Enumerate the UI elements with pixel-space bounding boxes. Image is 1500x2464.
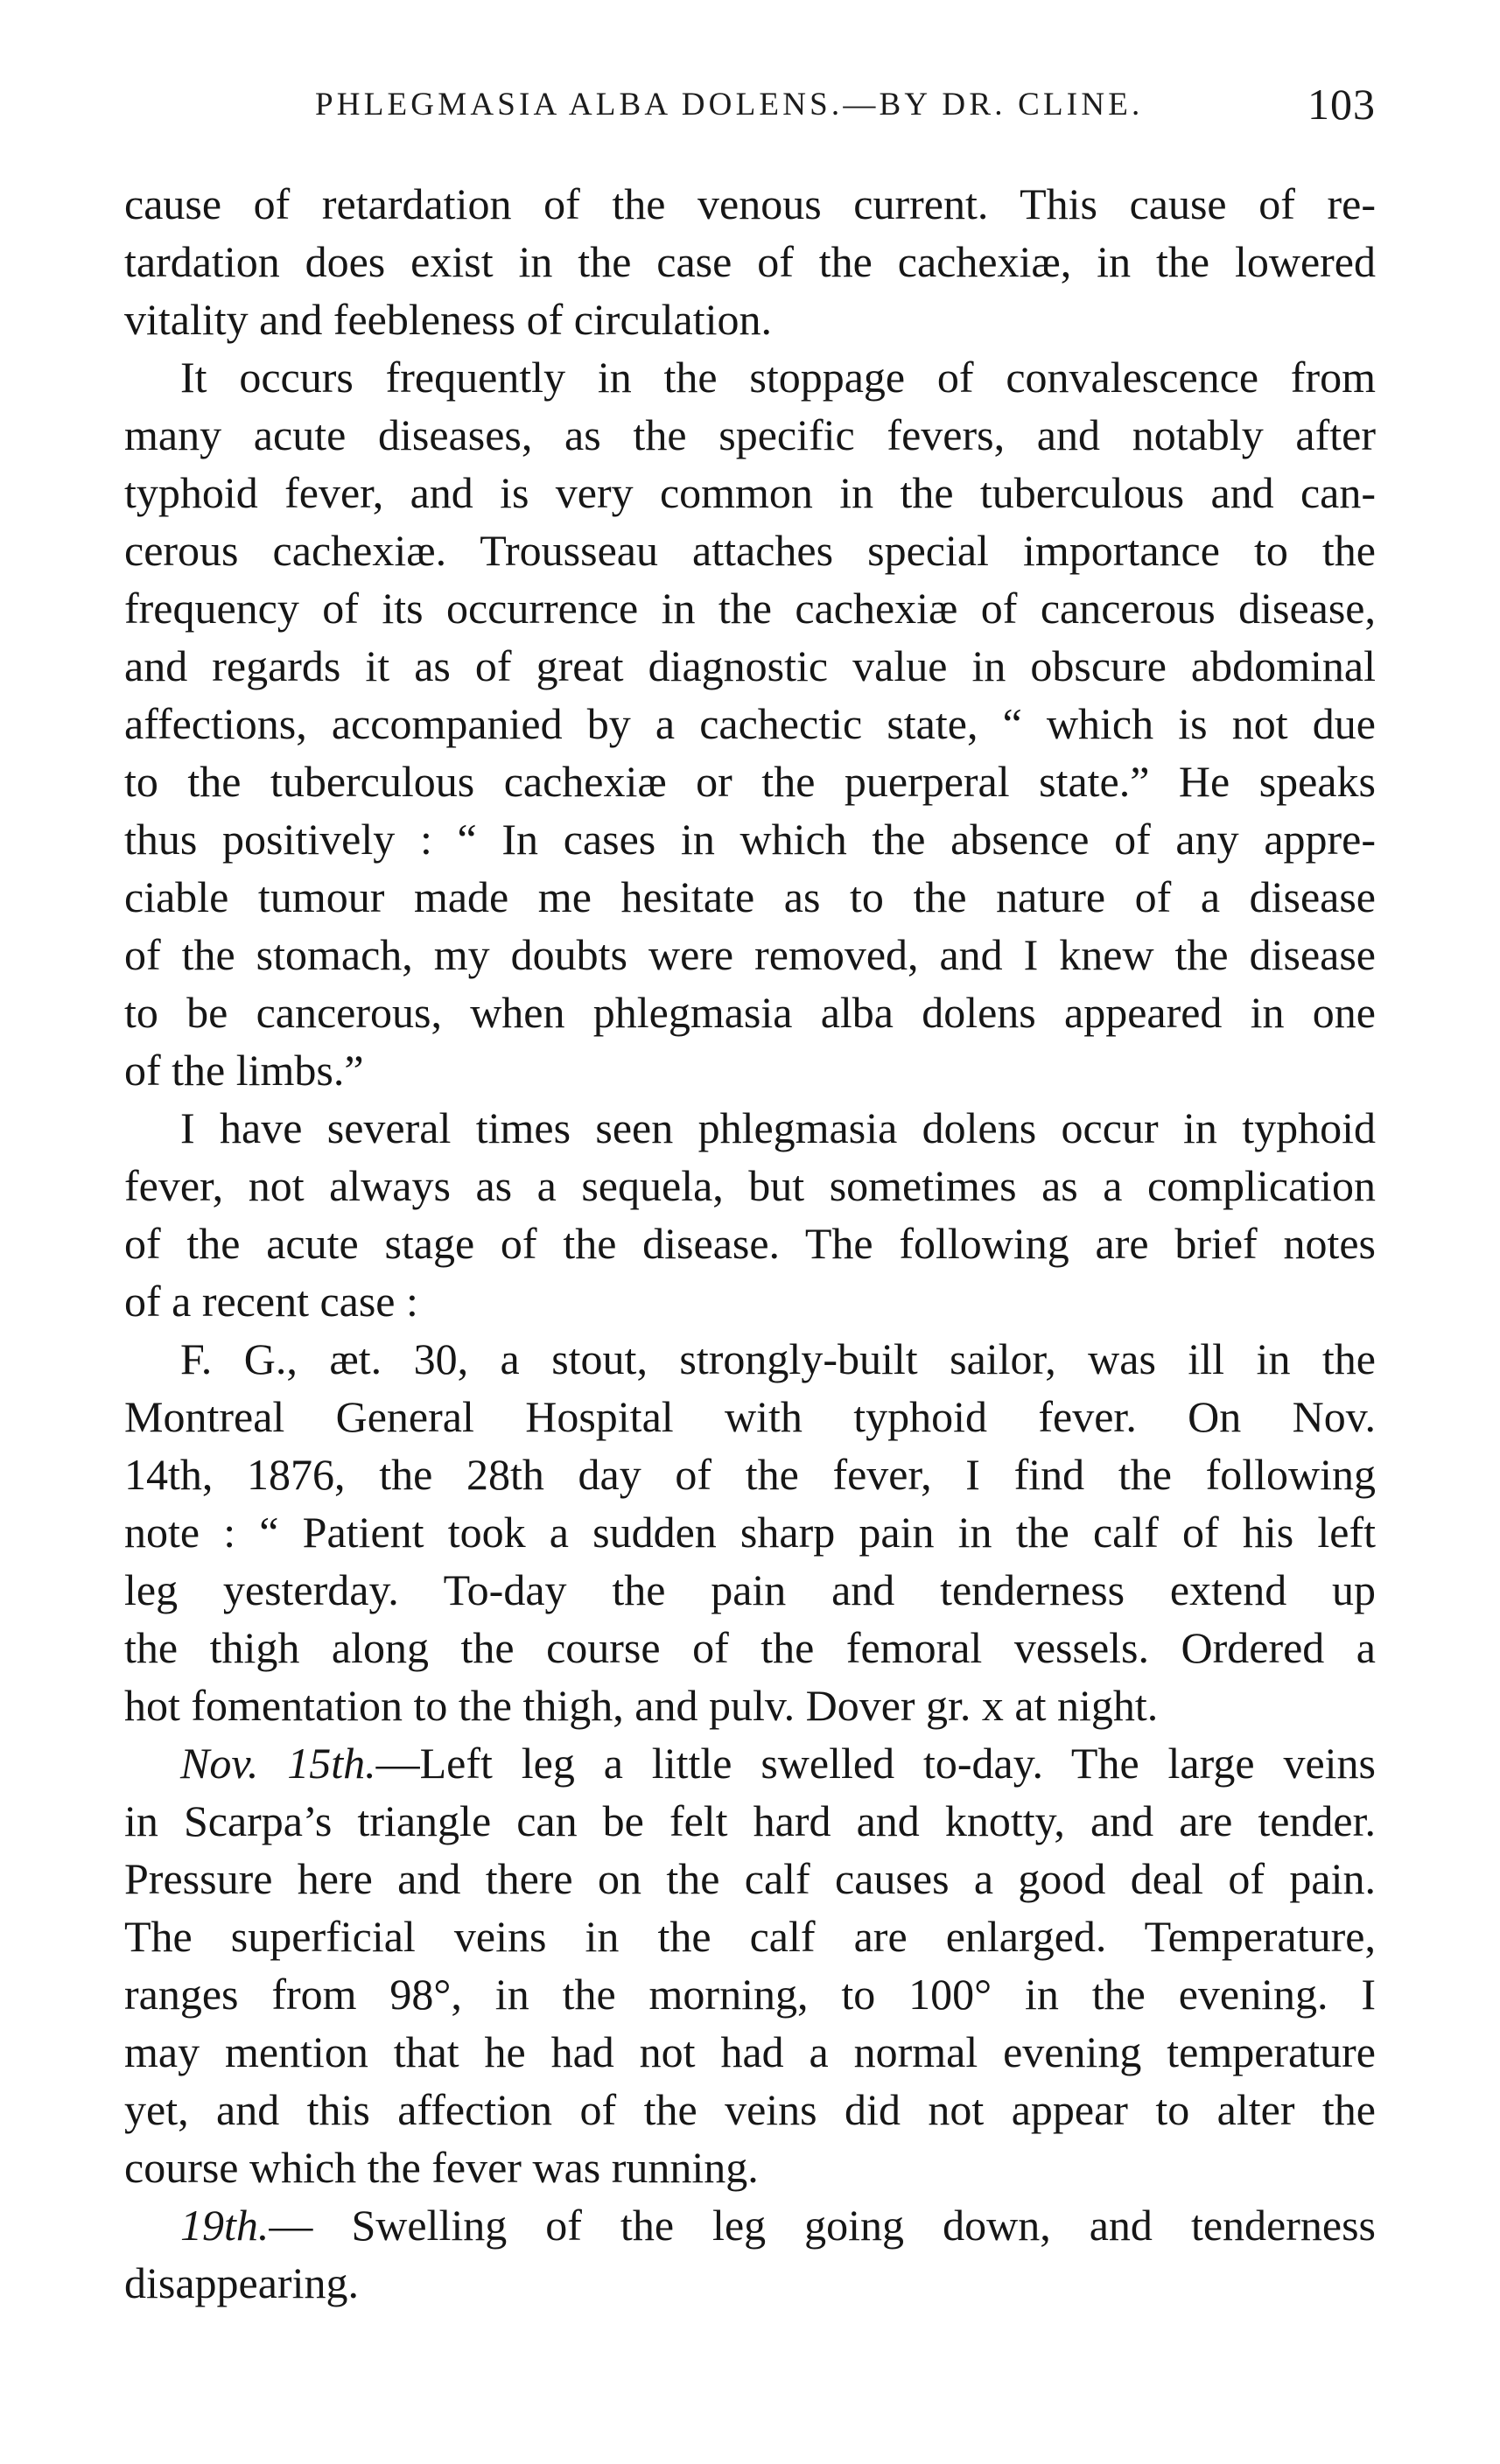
text-line: yet, and this affection of the veins did not appear to alter the <box>124 2085 1376 2134</box>
text-line: to the tuberculous cachexiæ or the puerperal state.” He speaks <box>124 757 1376 806</box>
body-text <box>124 175 1376 2312</box>
running-title: PHLEGMASIA ALBA DOLENS.—BY DR. CLINE. <box>315 87 1144 122</box>
text-line: many acute diseases, as the specific fevers, and notably after <box>124 410 1376 459</box>
text-line: It occurs frequently in the stoppage of convalescence from <box>180 353 1376 402</box>
running-head <box>124 80 1376 138</box>
text-line: Pressure here and there on the calf causes a good deal of pain. <box>124 1854 1376 1903</box>
text-line: fever, not always as a sequela, but sometimes as a complication <box>124 1161 1376 1210</box>
text-line: of the limbs.” <box>124 1046 364 1095</box>
text-line: to be cancerous, when phlegmasia alba dolens appeared in one <box>124 988 1376 1037</box>
text-line: F. G., æt. 30, a stout, strongly-built sailor, was ill in the <box>180 1334 1376 1383</box>
entry-text: —Left leg a little swelled to-day. The large veins <box>375 1739 1376 1788</box>
text-line: of the acute stage of the disease. The following are brief notes <box>124 1219 1376 1268</box>
text-line: thus positively : “ In cases in which the absence of any appre- <box>124 815 1376 864</box>
text-line: the thigh along the course of the femoral vessels. Ordered a <box>124 1623 1376 1672</box>
text-line: tardation does exist in the case of the cachexiæ, in the lowered <box>124 237 1376 286</box>
entry-date: Nov. 15th. <box>180 1739 376 1788</box>
text-line: typhoid fever, and is very common in the tuberculous and can- <box>124 468 1376 517</box>
text-line: may mention that he had not had a normal evening temperature <box>124 2027 1376 2076</box>
text-line: affections, accompanied by a cachectic state, “ which is not due <box>124 699 1376 748</box>
text-line: vitality and feebleness of circulation. <box>124 295 773 344</box>
text-line: note : “ Patient took a sudden sharp pain in the calf of his left <box>124 1508 1376 1557</box>
text-line: cerous cachexiæ. Trousseau attaches special importance to the <box>124 526 1376 575</box>
text-line: Montreal General Hospital with typhoid fever. On Nov. <box>124 1392 1376 1441</box>
entry-text: — Swelling of the leg going down, and tenderness <box>269 2201 1376 2250</box>
text-line: in Scarpa’s triangle can be felt hard and knotty, and are tender. <box>124 1796 1376 1845</box>
dated-entry-line <box>124 1734 1376 1792</box>
dated-entry-line <box>124 2196 1376 2254</box>
text-line: I have several times seen phlegmasia dolens occur in typhoid <box>180 1103 1376 1152</box>
text-line: cause of retardation of the venous current. This cause of re- <box>124 179 1376 228</box>
text-line: ranges from 98°, in the morning, to 100° in the evening. I <box>124 1970 1376 2019</box>
page-number: 103 <box>1307 80 1376 129</box>
text-line: leg yesterday. To-day the pain and tenderness extend up <box>124 1565 1376 1614</box>
text-line: disappearing. <box>124 2258 359 2307</box>
entry-date: 19th. <box>180 2201 270 2250</box>
text-line: The superficial veins in the calf are enlarged. Temperature, <box>124 1912 1376 1961</box>
text-line: and regards it as of great diagnostic value in obscure abdominal <box>124 641 1376 690</box>
text-line: course which the fever was running. <box>124 2143 759 2192</box>
text-line: ciable tumour made me hesitate as to the nature of a disease <box>124 872 1376 921</box>
text-line: 14th, 1876, the 28th day of the fever, I find the following <box>124 1450 1376 1499</box>
text-line: of the stomach, my doubts were removed, and I knew the disease <box>124 930 1376 979</box>
text-line: frequency of its occurrence in the cachexiæ of cancerous disease, <box>124 584 1376 633</box>
text-line: of a recent case : <box>124 1277 418 1326</box>
text-line: hot fomentation to the thigh, and pulv. Dover gr. x at night. <box>124 1681 1159 1730</box>
